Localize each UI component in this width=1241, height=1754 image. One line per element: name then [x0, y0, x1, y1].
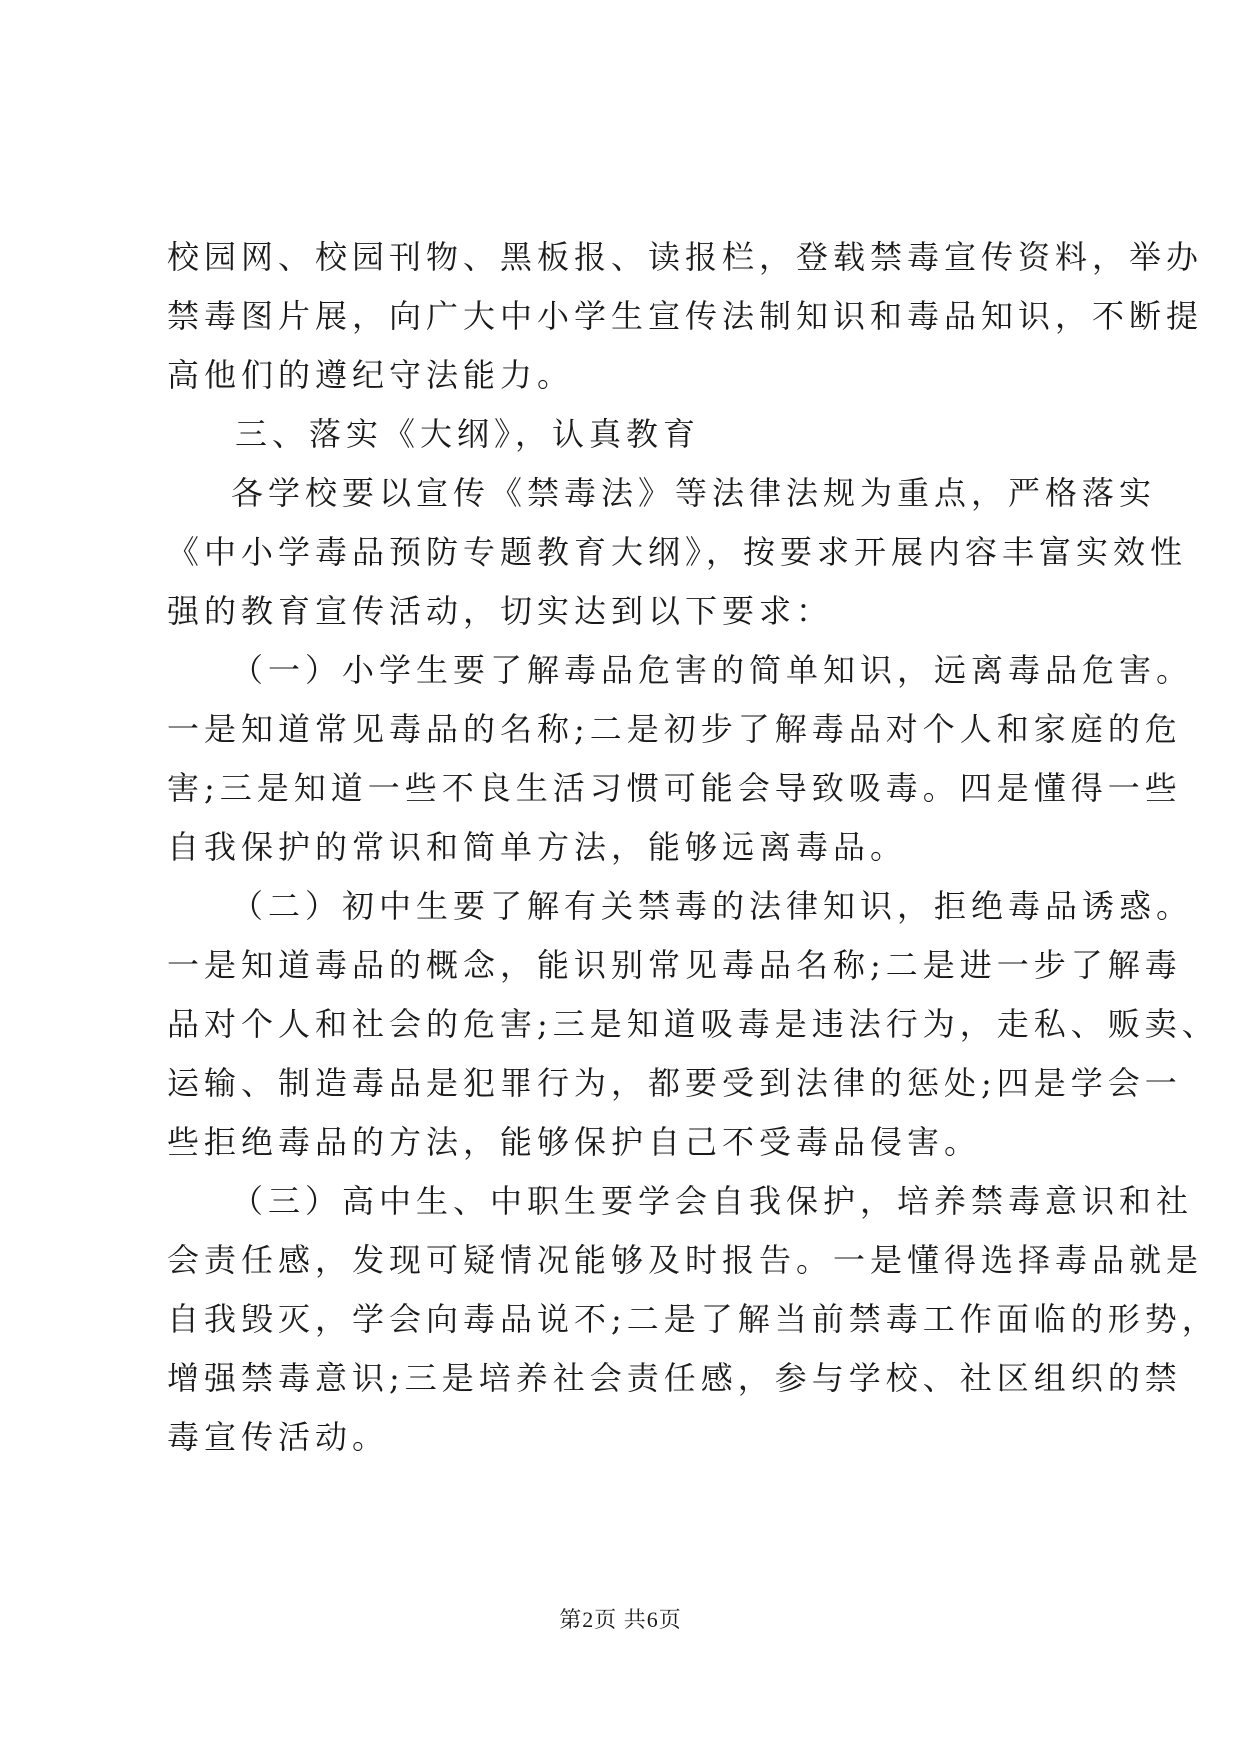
page-number-footer: 第2页 共6页: [559, 1607, 682, 1632]
text-line: 品对个人和社会的危害;三是知道吸毒是违法行为，走私、贩卖、: [167, 1005, 1219, 1043]
text-line: 自我毁灭，学会向毒品说不;二是了解当前禁毒工作面临的形势，: [167, 1300, 1219, 1338]
text-line: 自我保护的常识和简单方法，能够远离毒品。: [167, 828, 908, 866]
text-line: 禁毒图片展，向广大中小学生宣传法制知识和毒品知识，不断提: [167, 297, 1204, 335]
text-line: 强的教育宣传活动，切实达到以下要求：: [167, 592, 834, 630]
section-heading: 三、落实《大纲》，认真教育: [235, 415, 701, 453]
subsection-line: （三）高中生、中职生要学会自我保护，培养禁毒意识和社: [231, 1182, 1194, 1220]
document-body: [167, 228, 1219, 1467]
text-line: 高他们的遵纪守法能力。: [167, 356, 575, 394]
subsection-line: （一）小学生要了解毒品危害的简单知识，远离毒品危害。: [231, 651, 1194, 689]
text-line: 毒宣传活动。: [167, 1418, 390, 1456]
text-line: 会责任感，发现可疑情况能够及时报告。一是懂得选择毒品就是: [167, 1241, 1204, 1279]
subsection-line: （二）初中生要了解有关禁毒的法律知识，拒绝毒品诱惑。: [231, 887, 1194, 925]
text-line: 运输、制造毒品是犯罪行为，都要受到法律的惩处;四是学会一: [167, 1064, 1182, 1102]
text-line: 校园网、校园刊物、黑板报、读报栏，登载禁毒宣传资料，举办: [167, 238, 1204, 276]
text-line: 各学校要以宣传《禁毒法》等法律法规为重点，严格落实: [231, 474, 1157, 512]
text-line: 害;三是知道一些不良生活习惯可能会导致吸毒。四是懂得一些: [167, 769, 1182, 807]
text-line: 增强禁毒意识;三是培养社会责任感，参与学校、社区组织的禁: [167, 1359, 1182, 1397]
text-line: 一是知道常见毒品的名称;二是初步了解毒品对个人和家庭的危: [167, 710, 1182, 748]
text-line: 一是知道毒品的概念，能识别常见毒品名称;二是进一步了解毒: [167, 946, 1182, 984]
text-line: 些拒绝毒品的方法，能够保护自己不受毒品侵害。: [167, 1123, 982, 1161]
text-line: 《中小学毒品预防专题教育大纲》，按要求开展内容丰富实效性: [167, 533, 1188, 571]
